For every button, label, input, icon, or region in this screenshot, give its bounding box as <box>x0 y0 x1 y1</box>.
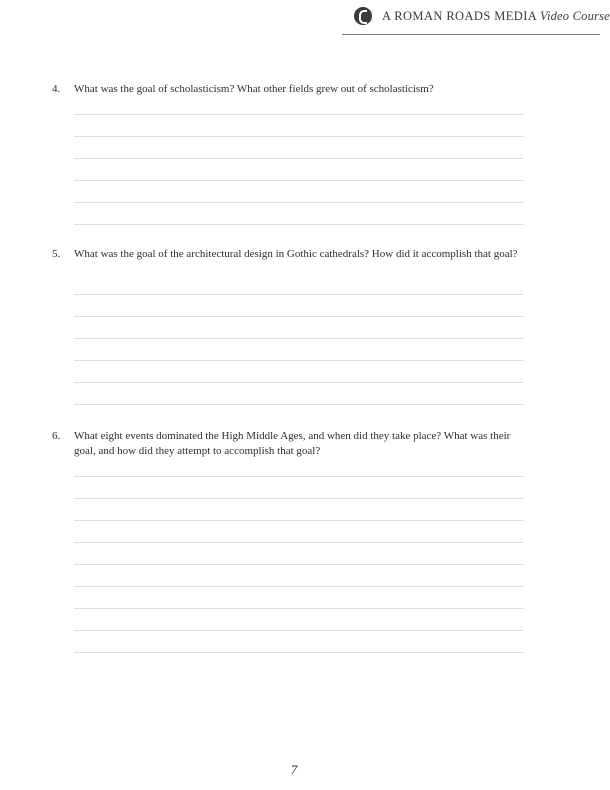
answer-line[interactable] <box>74 564 524 565</box>
answer-line[interactable] <box>74 382 524 383</box>
answer-line[interactable] <box>74 158 524 159</box>
answer-line[interactable] <box>74 586 524 587</box>
answer-line[interactable] <box>74 608 524 609</box>
answer-line[interactable] <box>74 542 524 543</box>
publisher-name: A ROMAN ROADS MEDIA <box>382 9 537 23</box>
question-number: 4. <box>52 83 61 95</box>
question-text: What eight events dominated the High Middle Ages, and when did they take place? What was their goal, and how did they attempt to accomplish that goal? <box>74 430 511 457</box>
page-number: 7 <box>290 762 298 777</box>
page-header <box>342 0 610 35</box>
question-5 <box>52 247 532 262</box>
question-number: 6. <box>52 430 61 442</box>
course-subtitle: Video Course <box>540 9 610 23</box>
answer-line[interactable] <box>74 294 524 295</box>
answer-line[interactable] <box>74 498 524 499</box>
roman-roads-logo-icon <box>354 7 372 25</box>
question-text: What was the goal of the architectural design in Gothic cathedrals? How did it accomplish that goal? <box>74 248 518 260</box>
answer-line[interactable] <box>74 114 524 115</box>
answer-line[interactable] <box>74 630 524 631</box>
answer-line[interactable] <box>74 652 524 653</box>
question-4 <box>52 82 532 97</box>
answer-line[interactable] <box>74 202 524 203</box>
answer-line[interactable] <box>74 360 524 361</box>
answer-line[interactable] <box>74 404 524 405</box>
answer-line[interactable] <box>74 338 524 339</box>
answer-line[interactable] <box>74 476 524 477</box>
answer-line[interactable] <box>74 180 524 181</box>
question-number: 5. <box>52 248 61 260</box>
header-title <box>382 9 610 24</box>
answer-line[interactable] <box>74 316 524 317</box>
question-6 <box>52 429 532 459</box>
answer-line[interactable] <box>74 224 524 225</box>
question-text: What was the goal of scholasticism? What other fields grew out of scholasticism? <box>74 83 434 95</box>
answer-line[interactable] <box>74 136 524 137</box>
answer-line[interactable] <box>74 520 524 521</box>
